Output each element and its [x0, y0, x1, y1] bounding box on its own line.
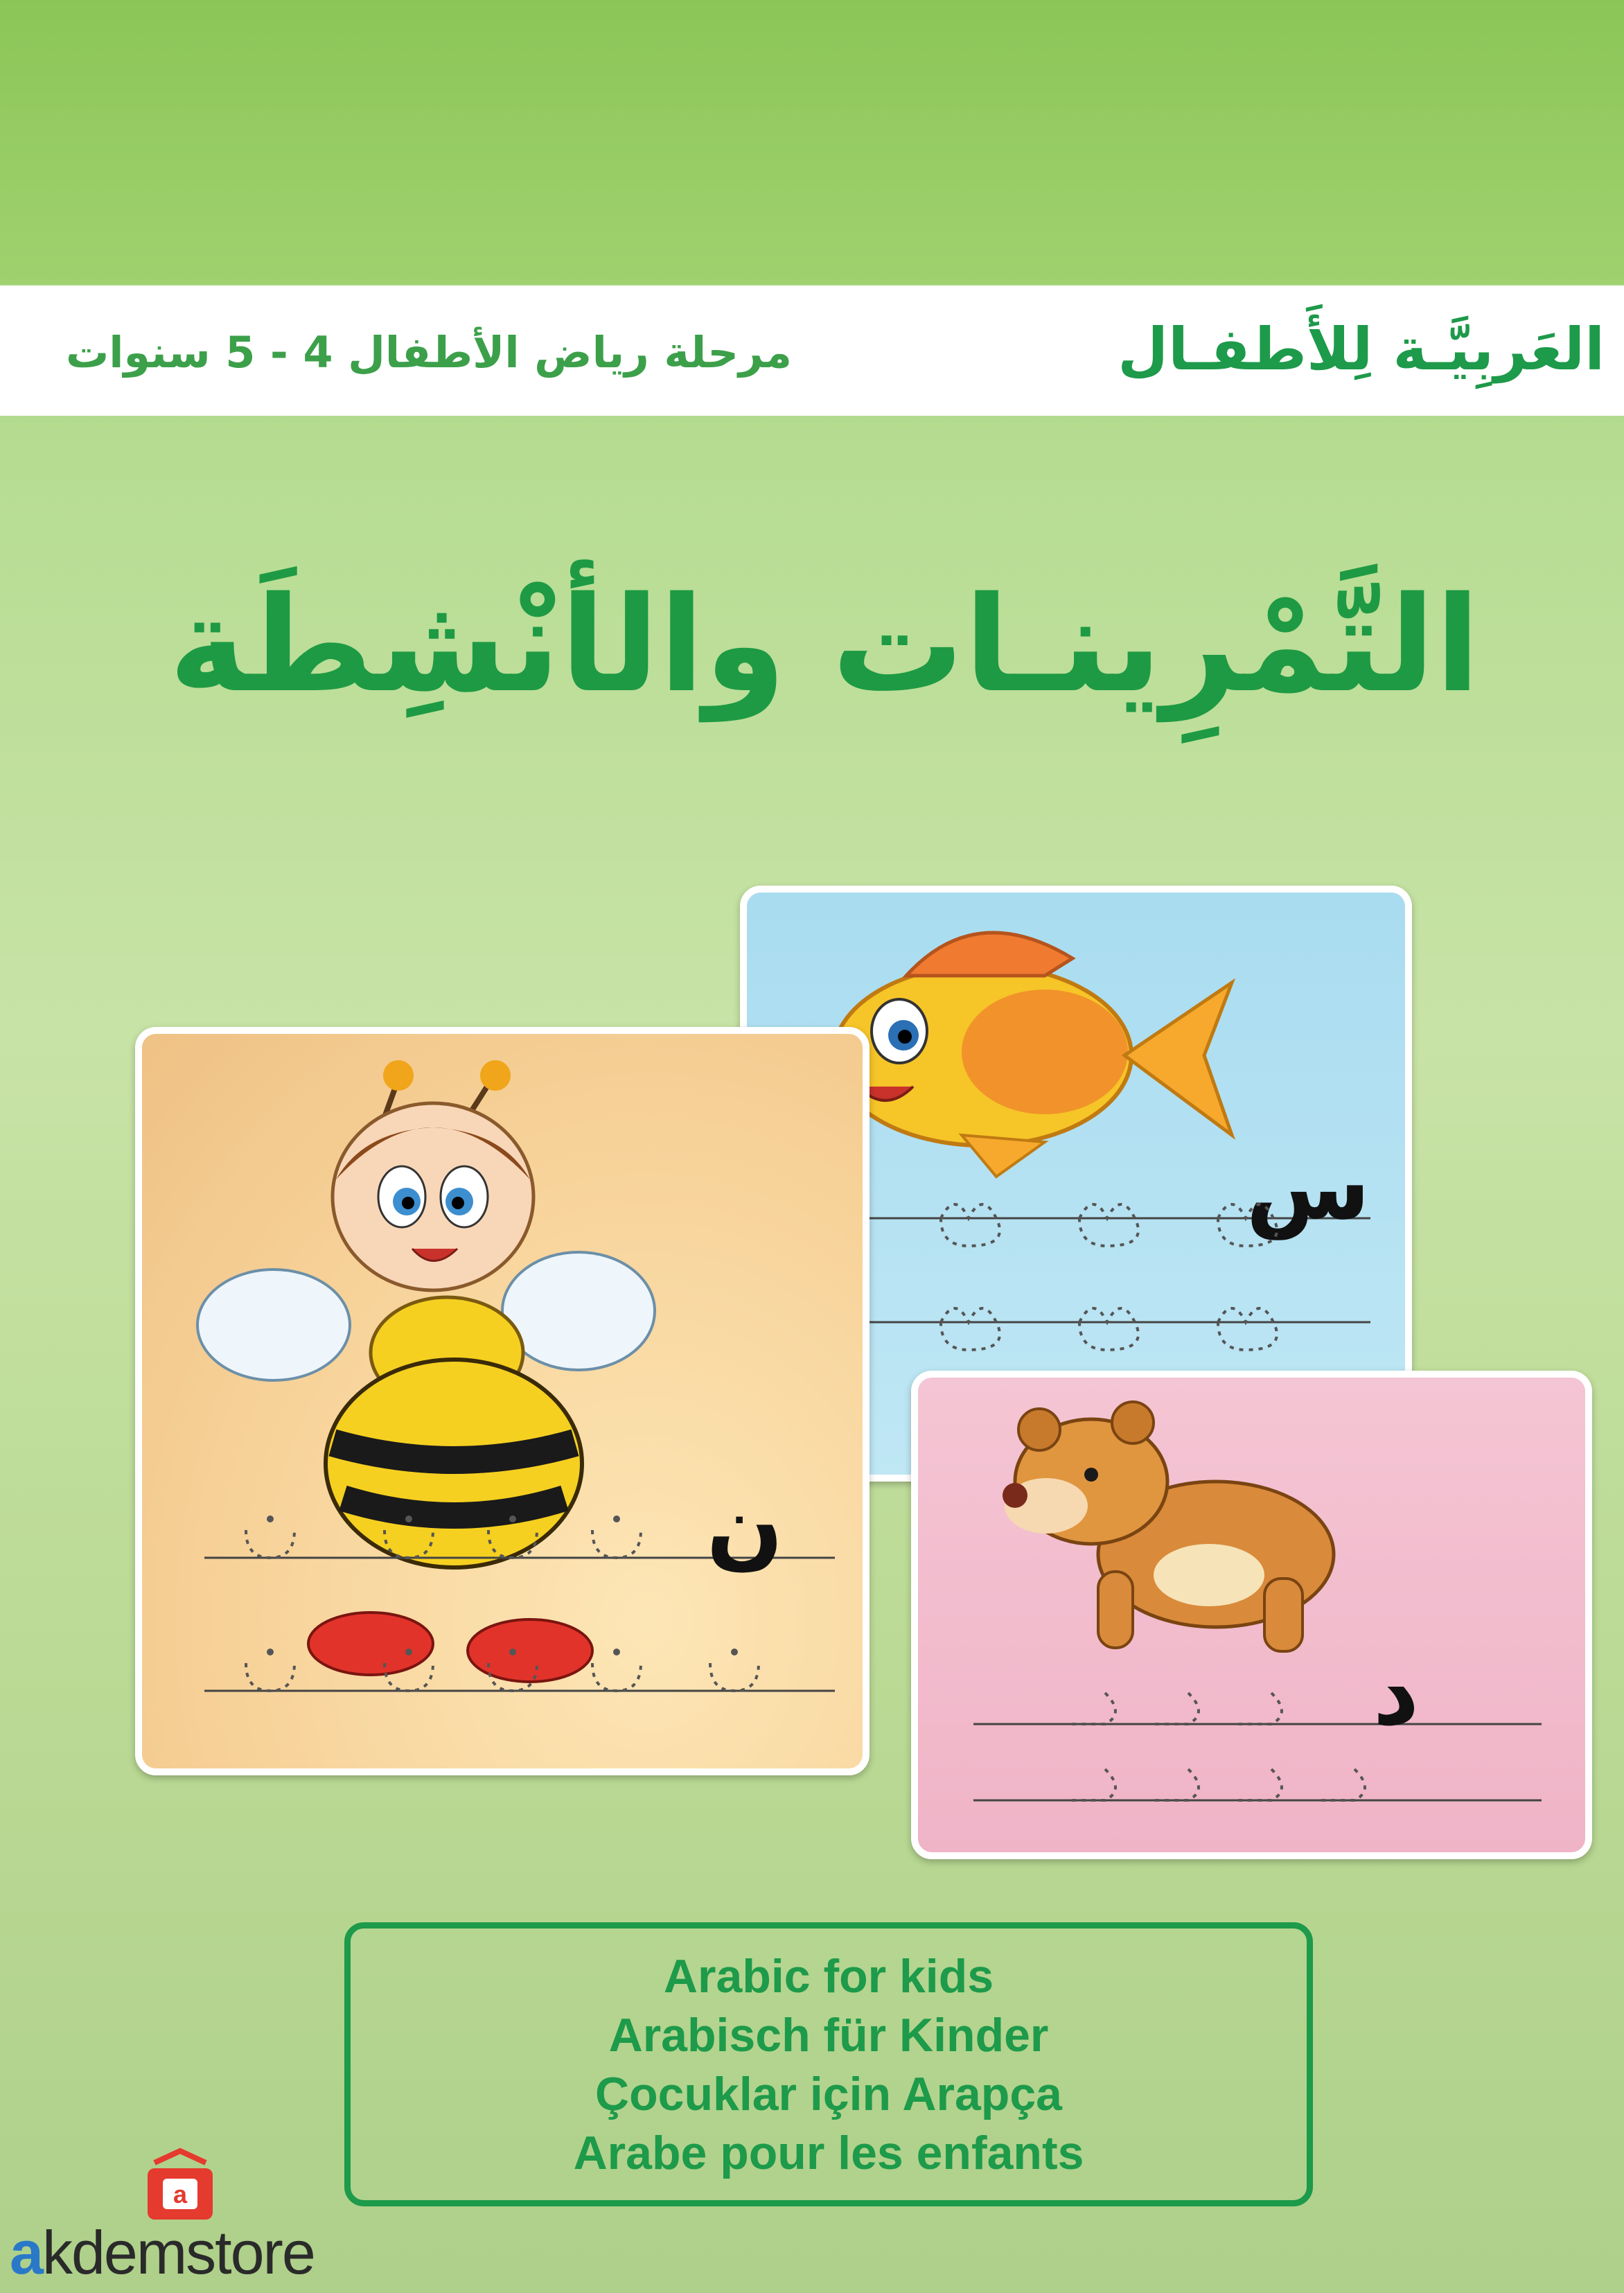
fish-letter: س [1246, 1134, 1370, 1240]
languages-box [344, 1922, 1313, 2206]
language-french: Arabe pour les enfants [573, 2127, 1084, 2179]
store-logo [0, 2145, 374, 2293]
bee-card [135, 1027, 870, 1775]
bear-tracing-lines [918, 1378, 1585, 1852]
language-german: Arabisch für Kinder [608, 2009, 1049, 2062]
language-turkish: Çocuklar için Arapça [595, 2068, 1062, 2120]
store-name: akdemstore [10, 2218, 315, 2287]
svg-text:a: a [173, 2180, 188, 2208]
series-title: العَربِيَّـة لِلأَطفـال [1118, 315, 1605, 383]
bear-letter: د [1373, 1640, 1420, 1746]
bee-letter: ن [706, 1474, 784, 1579]
age-stage: مرحلة رياض الأطفال 4 - 5 سنوات [66, 327, 792, 378]
language-english: Arabic for kids [663, 1950, 994, 2003]
bee-tracing-lines [142, 1034, 863, 1768]
top-band [0, 0, 1624, 284]
bear-card [911, 1371, 1592, 1859]
book-cart-icon [142, 2147, 218, 2224]
book-title: التَّمْرِينـات والأنْشِطَة [168, 568, 1481, 721]
